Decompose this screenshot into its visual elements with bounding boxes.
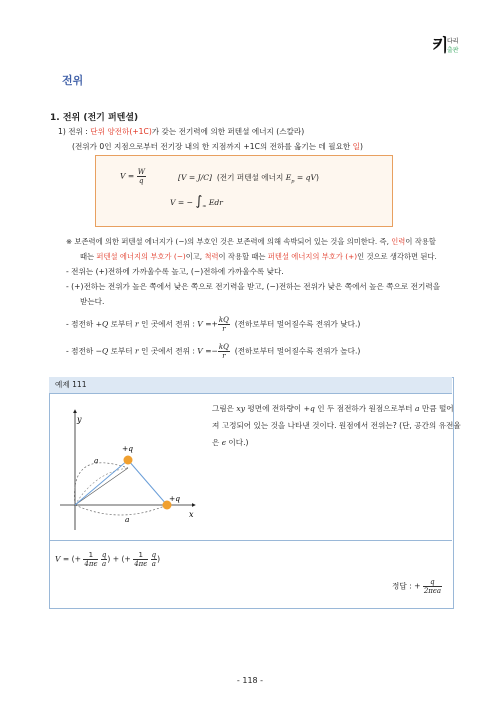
line-origin-top bbox=[75, 468, 128, 505]
svg-text:출판: 출판 bbox=[447, 47, 459, 54]
label-a-left: a bbox=[94, 456, 99, 465]
publisher-logo bbox=[432, 34, 462, 56]
dashed-arc-bottom bbox=[75, 505, 167, 515]
bullet-1: - 전위는 (+)전하에 가까울수록 높고, (−)전하에 가까울수록 낮다. bbox=[66, 267, 284, 276]
page-number: - 118 - bbox=[236, 676, 264, 685]
charge-top bbox=[124, 456, 133, 465]
line-top-charge bbox=[75, 460, 128, 505]
line-charges bbox=[128, 460, 167, 505]
label-q-top: +q bbox=[122, 444, 134, 453]
bullet-2-cont: 받는다. bbox=[80, 297, 105, 306]
example-question-2: 져 고정되어 있는 것을 나타낸 것이다. 원점에서 전위는? (단, 공간의 유전율 bbox=[212, 421, 461, 430]
note-line-2: 때는 퍼텐셜 에너지의 부호가 (−)이고, 척력이 작용할 때는 퍼텐셜 에너지의 부호가 (+)인 것으로 생각하면 된다. bbox=[80, 252, 437, 261]
definition-line: 1) 전위 : 단위 양전하(+1C)가 갖는 전기력에 의한 퍼텐셜 에너지 (스칼라) bbox=[58, 127, 305, 136]
example-divider bbox=[49, 540, 452, 541]
definition-sub-line: (전위가 0인 지점으로부터 전기장 내의 한 지점까지 +1C의 전하를 옮기는 데 필요한 일) bbox=[72, 142, 363, 151]
bullet-2: - (+)전하는 전위가 높은 쪽에서 낮은 쪽으로 전기력을 받고, (−)전하는 전위가 낮은 쪽에서 높은 쪽으로 전기력을 bbox=[66, 282, 441, 291]
label-q-right: +q bbox=[169, 494, 181, 503]
example-question-3: 은 ϵ 이다.) bbox=[212, 438, 249, 447]
label-a-bottom: a bbox=[125, 515, 130, 524]
section-heading: 1. 전위 (전기 퍼텐셜) bbox=[50, 113, 139, 123]
x-axis-label: x bbox=[189, 510, 194, 519]
formula-box bbox=[95, 155, 393, 227]
y-axis-label: y bbox=[77, 415, 82, 424]
example-header: 예제 111 bbox=[49, 377, 452, 394]
point-charge-minus: - 점전하 −Q 로부터 r 인 곳에서 전위 : V =− $\frac{kQ}{r}$ (전하로부터 멀어질수록 전위가 높다.) bbox=[66, 343, 361, 360]
example-question-1: 그림은 xy 평면에 전하량이 +q 인 두 점전하가 원점으로부터 a 만큼 떨어 bbox=[212, 404, 454, 413]
svg-text:키: 키 bbox=[432, 36, 449, 56]
page-title: 전위 bbox=[62, 74, 84, 87]
formula-integral: V = − $\int_\infty$ Edr bbox=[170, 194, 223, 210]
formula-unit-line: [V = J/C] (전기 퍼텐셜 에너지 $E_p = qV$) bbox=[178, 173, 319, 185]
example-answer: 정답 : + $\frac{q}{\text{2πϵa}}$ bbox=[392, 578, 441, 595]
point-charge-plus: - 점전하 +Q 로부터 r 인 곳에서 전위 : V =+ $\frac{kQ}{r}$ (전하로부터 멀어질수록 전위가 낮다.) bbox=[66, 316, 361, 333]
example-figure bbox=[55, 400, 205, 535]
note-line-1: ※ 보존력에 의한 퍼텐셜 에너지가 (−)의 부호인 것은 보존력에 의해 속박되어 있는 것을 의미한다. 즉, 인력이 작용할 bbox=[66, 237, 436, 246]
svg-text:다리: 다리 bbox=[447, 38, 459, 45]
formula-v-w-q: V = $\frac{W}{q}$ bbox=[120, 168, 145, 185]
example-solution: V = (+ $\frac{1}{4\pi\epsilon}$ $\frac{q}{a}$ ) + (+ $\frac{1}{4\pi\epsilon}$ $\frac{q}{a}$ ) bbox=[55, 551, 161, 568]
